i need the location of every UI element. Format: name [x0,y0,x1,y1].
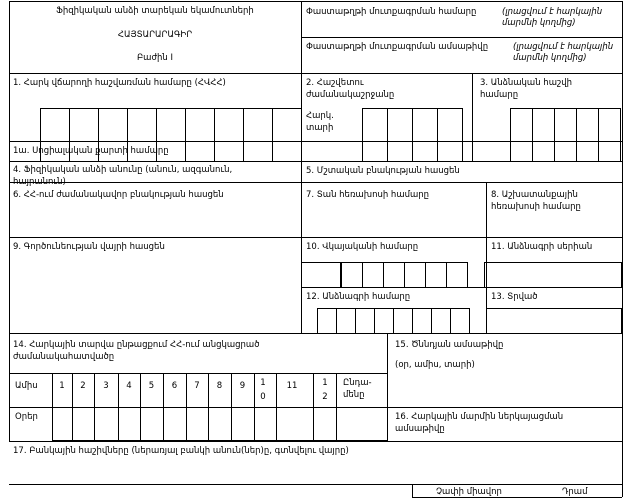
passport-number-digit-box[interactable] [450,308,470,334]
tax-year-digit-box[interactable] [362,108,388,162]
bank-accounts-label: 17. Բանկային հաշիվները (ներառյալ բանկի անուն(ներ)ը, գտնվելու վայրը) [13,446,349,456]
account-digit-box[interactable] [510,108,533,162]
permanent-address-label: 5. Մշտական բնակության հասցեն [306,166,460,176]
certificate-digit-box[interactable] [362,262,384,288]
doc-number-note: (լրացվում է հարկային մարմնի կողմից) [502,7,603,28]
certificate-digit-box[interactable] [383,262,405,288]
birth-date-label: 15. Ծննդյան ամսաթիվը [395,340,504,350]
tin-digit-box[interactable] [214,108,244,142]
tin-digit-box[interactable] [272,108,302,142]
rule-line [9,484,623,485]
name-label-2: հայրանուն) [13,177,66,187]
month-11-label: 11 [286,381,298,391]
month-label: 3 [103,381,109,391]
tin-digit-box[interactable] [156,108,186,142]
days-input-box[interactable] [186,407,209,441]
month-10-label: 1 [260,378,266,388]
birth-date-format: (օր, ամիս, տարի) [395,360,475,370]
month-label: 2 [80,381,86,391]
home-phone-label: 7. Տան հեռախոսի համարը [306,190,430,200]
period-label: 2. Հաշվետու [306,78,364,88]
social-card-digit-box[interactable] [243,141,273,162]
certificate-digit-box[interactable] [404,262,426,288]
social-card-digit-box[interactable] [214,141,244,162]
days-row-label: Օրեր [15,412,38,422]
tax-year-digit-box[interactable] [387,108,413,162]
month-label: 5 [148,381,155,391]
social-card-label: 1ա. Սոցիալական քարտի համարը [13,146,169,156]
passport-number-digit-box[interactable] [412,308,432,334]
unit-label: Չափի միավոր [436,487,502,497]
tax-year-label: Հարկ. [306,111,334,121]
month-label: 7 [194,381,200,391]
month-label: 1 [59,381,65,391]
social-card-digit-box[interactable] [272,141,302,162]
account-digit-box[interactable] [532,108,555,162]
account-label: 3. Անձնական հաշվի [480,78,572,88]
rule-line [9,73,623,74]
days-input-box[interactable] [52,407,73,441]
rule-line [622,484,623,497]
tin-digit-box[interactable] [243,108,273,142]
passport-number-digit-box[interactable] [355,308,375,334]
rule-line [412,484,413,497]
month-label: 6 [171,381,178,391]
form-title: Ֆիզիկական անձի տարեկան եկամուտների [56,6,254,16]
period-label-2: ժամանակաշրջանը [306,90,395,100]
passport-series-box[interactable] [484,262,622,288]
month-label: 4 [126,381,132,391]
month-label: 8 [216,381,223,391]
certificate-digit-box[interactable] [425,262,447,288]
social-card-digit-box[interactable] [185,141,215,162]
doc-number-label: Փաստաթղթի մուտքագրման համարը [306,7,477,17]
days-input-box[interactable] [94,407,119,441]
tax-year-digit-box[interactable] [412,108,438,162]
work-phone-label-2: հեռախոսի համարը [491,202,581,212]
rule-line [9,141,10,163]
passport-number-digit-box[interactable] [374,308,394,334]
days-input-box[interactable] [231,407,255,441]
passport-series-label: 11. Անձնագրի սերիան [491,242,593,252]
bank-accounts-field[interactable] [9,441,622,484]
passport-number-digit-box[interactable] [317,308,337,334]
days-input-box[interactable] [313,407,337,441]
rule-line [301,161,302,182]
doc-number-field[interactable] [302,2,622,36]
account-digit-box[interactable] [576,108,599,162]
period-in-country-label-2: ժամանակահատվածը [13,352,115,362]
passport-number-digit-box[interactable] [336,308,356,334]
days-input-box[interactable] [140,407,164,441]
doc-date-note: (լրացվում է հարկային մարմնի կողմից) [513,42,614,63]
rule-line [9,182,623,183]
tax-year-digit-box[interactable] [437,108,463,162]
passport-number-digit-box[interactable] [431,308,451,334]
tin-digit-box[interactable] [127,108,157,142]
rule-line [486,182,487,237]
period-in-country-label: 14. Հարկային տարվա ընթացքում ՀՀ-ում անցկացրած [13,340,260,350]
certificate-digit-box[interactable] [301,262,341,288]
days-input-box[interactable] [72,407,95,441]
passport-number-label: 12. Անձնագրի համարը [306,292,411,302]
certificate-label: 10. Վկայականի համարը [306,242,419,252]
month-12-label-2: 2 [322,392,328,402]
doc-date-label: Փաստաթղթի մուտքագրման ամսաթիվը [306,42,489,52]
days-input-box[interactable] [163,407,187,441]
days-input-box[interactable] [254,407,277,441]
name-label: 4. Ֆիզիկական անձի անունը (անուն, ազգանուն, [13,165,233,175]
days-input-box[interactable] [118,407,141,441]
workplace-address-label: 9. Գործունեության վայրի հասցեն [13,242,165,252]
rule-line [9,373,387,374]
month-10-label-2: 0 [260,392,266,402]
account-digit-box[interactable] [598,108,621,162]
tin-digit-box[interactable] [185,108,215,142]
account-label-2: համարը [480,90,519,100]
rule-line [301,182,302,237]
month-row-label: Ամիս [15,381,38,391]
passport-number-digit-box[interactable] [393,308,413,334]
tax-year-label-2: տարի [306,123,334,133]
issued-by-label: 13. Տրված [491,292,538,302]
certificate-digit-box[interactable] [446,262,468,288]
issued-by-field[interactable] [486,308,622,334]
tin-digit-box[interactable] [98,108,128,142]
month-label: 9 [239,381,246,391]
total-label: Ընդա- [343,378,372,388]
tin-digit-box[interactable] [40,108,70,142]
submission-date-label-2: ամսաթիվը [395,424,445,434]
days-input-box[interactable] [276,407,314,441]
days-input-box[interactable] [208,407,232,441]
tin-label: 1. Հարկ վճարողի հաշվառման համարը (ՀՎՀՀ) [13,78,226,88]
section-label: Բաժին I [136,53,174,63]
rule-line [9,237,623,238]
work-phone-label: 8. Աշխատանքային [491,190,578,200]
form-title-main: ՀԱՅՏԱՐԱՐԱԳԻՐ [117,30,193,40]
submission-date-label: 16. Հարկային մարմին ներկայացման [395,412,564,422]
certificate-digit-box[interactable] [341,262,363,288]
total-label-2: մենը [343,390,365,400]
tin-digit-box[interactable] [69,108,99,142]
rule-line [9,373,10,441]
unit-value: Դրամ [562,487,588,497]
temp-address-label: 6. ՀՀ-ում ժամանակավոր բնակության հասցեն [13,190,224,200]
account-digit-box[interactable] [554,108,577,162]
doc-date-field[interactable] [302,37,622,73]
rule-line [472,73,473,161]
days-input-box[interactable] [336,407,388,441]
month-12-label: 1 [322,378,328,388]
